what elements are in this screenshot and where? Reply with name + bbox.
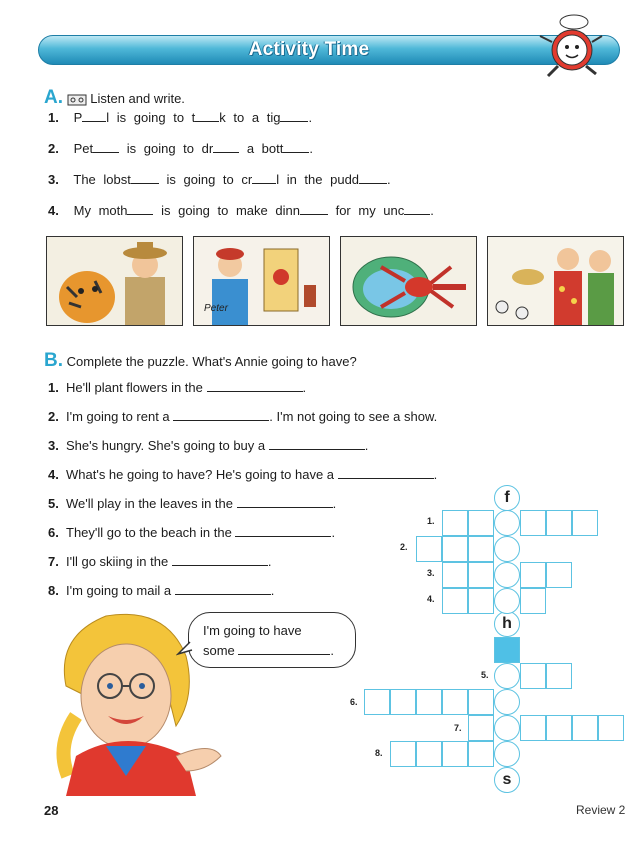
b-item-3: 3. She's hungry. She's going to buy a .: [48, 438, 369, 453]
crossword-cell[interactable]: [416, 689, 442, 715]
crossword-cell[interactable]: [468, 689, 494, 715]
crossword-key-cell[interactable]: [494, 510, 520, 536]
crossword-key-cell[interactable]: [494, 536, 520, 562]
crossword-cell[interactable]: [468, 562, 494, 588]
answer-blank[interactable]: [269, 439, 365, 450]
section-a-letter: A.: [44, 87, 63, 108]
crossword-cell[interactable]: [546, 715, 572, 741]
crossword-key-cell[interactable]: [494, 562, 520, 588]
crossword-cell[interactable]: [520, 588, 546, 614]
section-a-header: [44, 87, 185, 109]
crossword-cell[interactable]: [442, 588, 468, 614]
a-item-2: 2. Pet is going to dr a bott .: [48, 141, 313, 156]
crossword-cell[interactable]: [520, 562, 546, 588]
bubble-tail-icon: [176, 640, 196, 660]
crossword-cell[interactable]: [468, 715, 494, 741]
speech-line-1: I'm going to have: [203, 623, 302, 638]
lobster-illustration-icon: [341, 237, 477, 326]
crossword-cell[interactable]: [442, 562, 468, 588]
answer-blank[interactable]: [235, 526, 331, 537]
picture-peter-painting: [193, 236, 330, 326]
clue-number: 1.: [427, 516, 435, 526]
crossword-cell[interactable]: [468, 536, 494, 562]
answer-blank[interactable]: [207, 381, 303, 392]
crossword-key-cell[interactable]: [494, 663, 520, 689]
b-item-7: 7. I'll go skiing in the .: [48, 554, 272, 569]
answer-blank[interactable]: [175, 584, 271, 595]
answer-blank[interactable]: [172, 555, 268, 566]
answer-blank[interactable]: [338, 468, 434, 479]
b-item-5: 5. We'll play in the leaves in the .: [48, 496, 337, 511]
answer-blank[interactable]: [93, 142, 119, 153]
crossword-key-cell[interactable]: [494, 741, 520, 767]
crossword-cell[interactable]: [546, 562, 572, 588]
crossword-cell[interactable]: [546, 510, 572, 536]
key-cell-top: f: [494, 485, 520, 511]
answer-blank[interactable]: [127, 204, 153, 215]
clue-number: 6.: [350, 697, 358, 707]
answer-blank[interactable]: [359, 173, 387, 184]
crossword-cell[interactable]: [520, 663, 546, 689]
answer-blank[interactable]: [404, 204, 430, 215]
answer-blank[interactable]: [300, 204, 328, 215]
clock-mascot-icon: [536, 14, 606, 84]
svg-text:Peter: Peter: [204, 303, 228, 314]
crossword-cell[interactable]: [468, 510, 494, 536]
crossword-cell[interactable]: [442, 510, 468, 536]
key-cell-shaded: [494, 637, 520, 663]
answer-blank[interactable]: [252, 173, 276, 184]
tiger-illustration-icon: [47, 237, 183, 326]
answer-blank[interactable]: [195, 111, 219, 122]
answer-blank[interactable]: [238, 644, 330, 655]
family-illustration-icon: [488, 237, 624, 326]
crossword-cell[interactable]: [390, 689, 416, 715]
crossword-cell[interactable]: [442, 741, 468, 767]
clue-number: 3.: [427, 568, 435, 578]
clue-number: 8.: [375, 748, 383, 758]
b-item-2: 2. I'm going to rent a . I'm not going to see a show.: [48, 409, 438, 424]
section-b-instruction: Complete the puzzle. What's Annie going to have?: [66, 354, 357, 369]
clue-number: 4.: [427, 594, 435, 604]
section-b-letter: B.: [44, 350, 63, 371]
crossword-cell[interactable]: [442, 536, 468, 562]
clue-number: 2.: [400, 542, 408, 552]
answer-blank[interactable]: [131, 173, 159, 184]
crossword-cell[interactable]: [572, 510, 598, 536]
answer-blank[interactable]: [213, 142, 239, 153]
crossword-cell[interactable]: [520, 510, 546, 536]
cassette-icon: [67, 94, 87, 106]
b-item-4: 4. What's he going to have? He's going to have a .: [48, 467, 438, 482]
clue-number: 7.: [454, 723, 462, 733]
crossword-cell[interactable]: [416, 741, 442, 767]
banner-title: Activity Time: [248, 39, 370, 60]
crossword-cell[interactable]: [390, 741, 416, 767]
b-item-1: 1. He'll plant flowers in the .: [48, 380, 307, 395]
key-cell-mid: h: [494, 611, 520, 637]
a-item-4: 4. My moth is going to make dinn for my unc .: [48, 203, 434, 218]
picture-tiger-peter: [46, 236, 183, 326]
answer-blank[interactable]: [82, 111, 106, 122]
speech-bubble: [188, 612, 356, 668]
painter-illustration-icon: [194, 237, 330, 326]
crossword-cell[interactable]: [598, 715, 624, 741]
crossword-cell[interactable]: [416, 536, 442, 562]
crossword-cell[interactable]: [520, 715, 546, 741]
activity-banner: [38, 35, 620, 65]
crossword-cell[interactable]: [364, 689, 390, 715]
section-b-header: [44, 350, 357, 372]
a-item-1: 1. P l is going to t k to a tig .: [48, 110, 313, 125]
answer-blank[interactable]: [173, 410, 269, 421]
b-item-8: 8. I'm going to mail a .: [48, 583, 275, 598]
crossword-key-cell[interactable]: [494, 588, 520, 614]
crossword-key-cell[interactable]: [494, 715, 520, 741]
key-cell-bottom: s: [494, 767, 520, 793]
crossword-cell[interactable]: [546, 663, 572, 689]
clue-number: 5.: [481, 670, 489, 680]
picture-lobster: [340, 236, 477, 326]
crossword-cell[interactable]: [468, 741, 494, 767]
crossword-cell[interactable]: [468, 588, 494, 614]
section-a-instruction: Listen and write.: [90, 91, 185, 106]
page-number: 28: [44, 803, 59, 818]
crossword-key-cell[interactable]: [494, 689, 520, 715]
answer-blank[interactable]: [237, 497, 333, 508]
speech-line-2: some .: [203, 643, 335, 658]
answer-blank[interactable]: [280, 111, 308, 122]
crossword-cell[interactable]: [572, 715, 598, 741]
answer-blank[interactable]: [283, 142, 309, 153]
review-label: Review 2: [576, 803, 626, 817]
crossword-cell[interactable]: [442, 689, 468, 715]
picture-mother-uncle: [487, 236, 624, 326]
a-item-3: 3. The lobst is going to cr l in the pudd .: [48, 172, 391, 187]
b-item-6: 6. They'll go to the beach in the .: [48, 525, 336, 540]
